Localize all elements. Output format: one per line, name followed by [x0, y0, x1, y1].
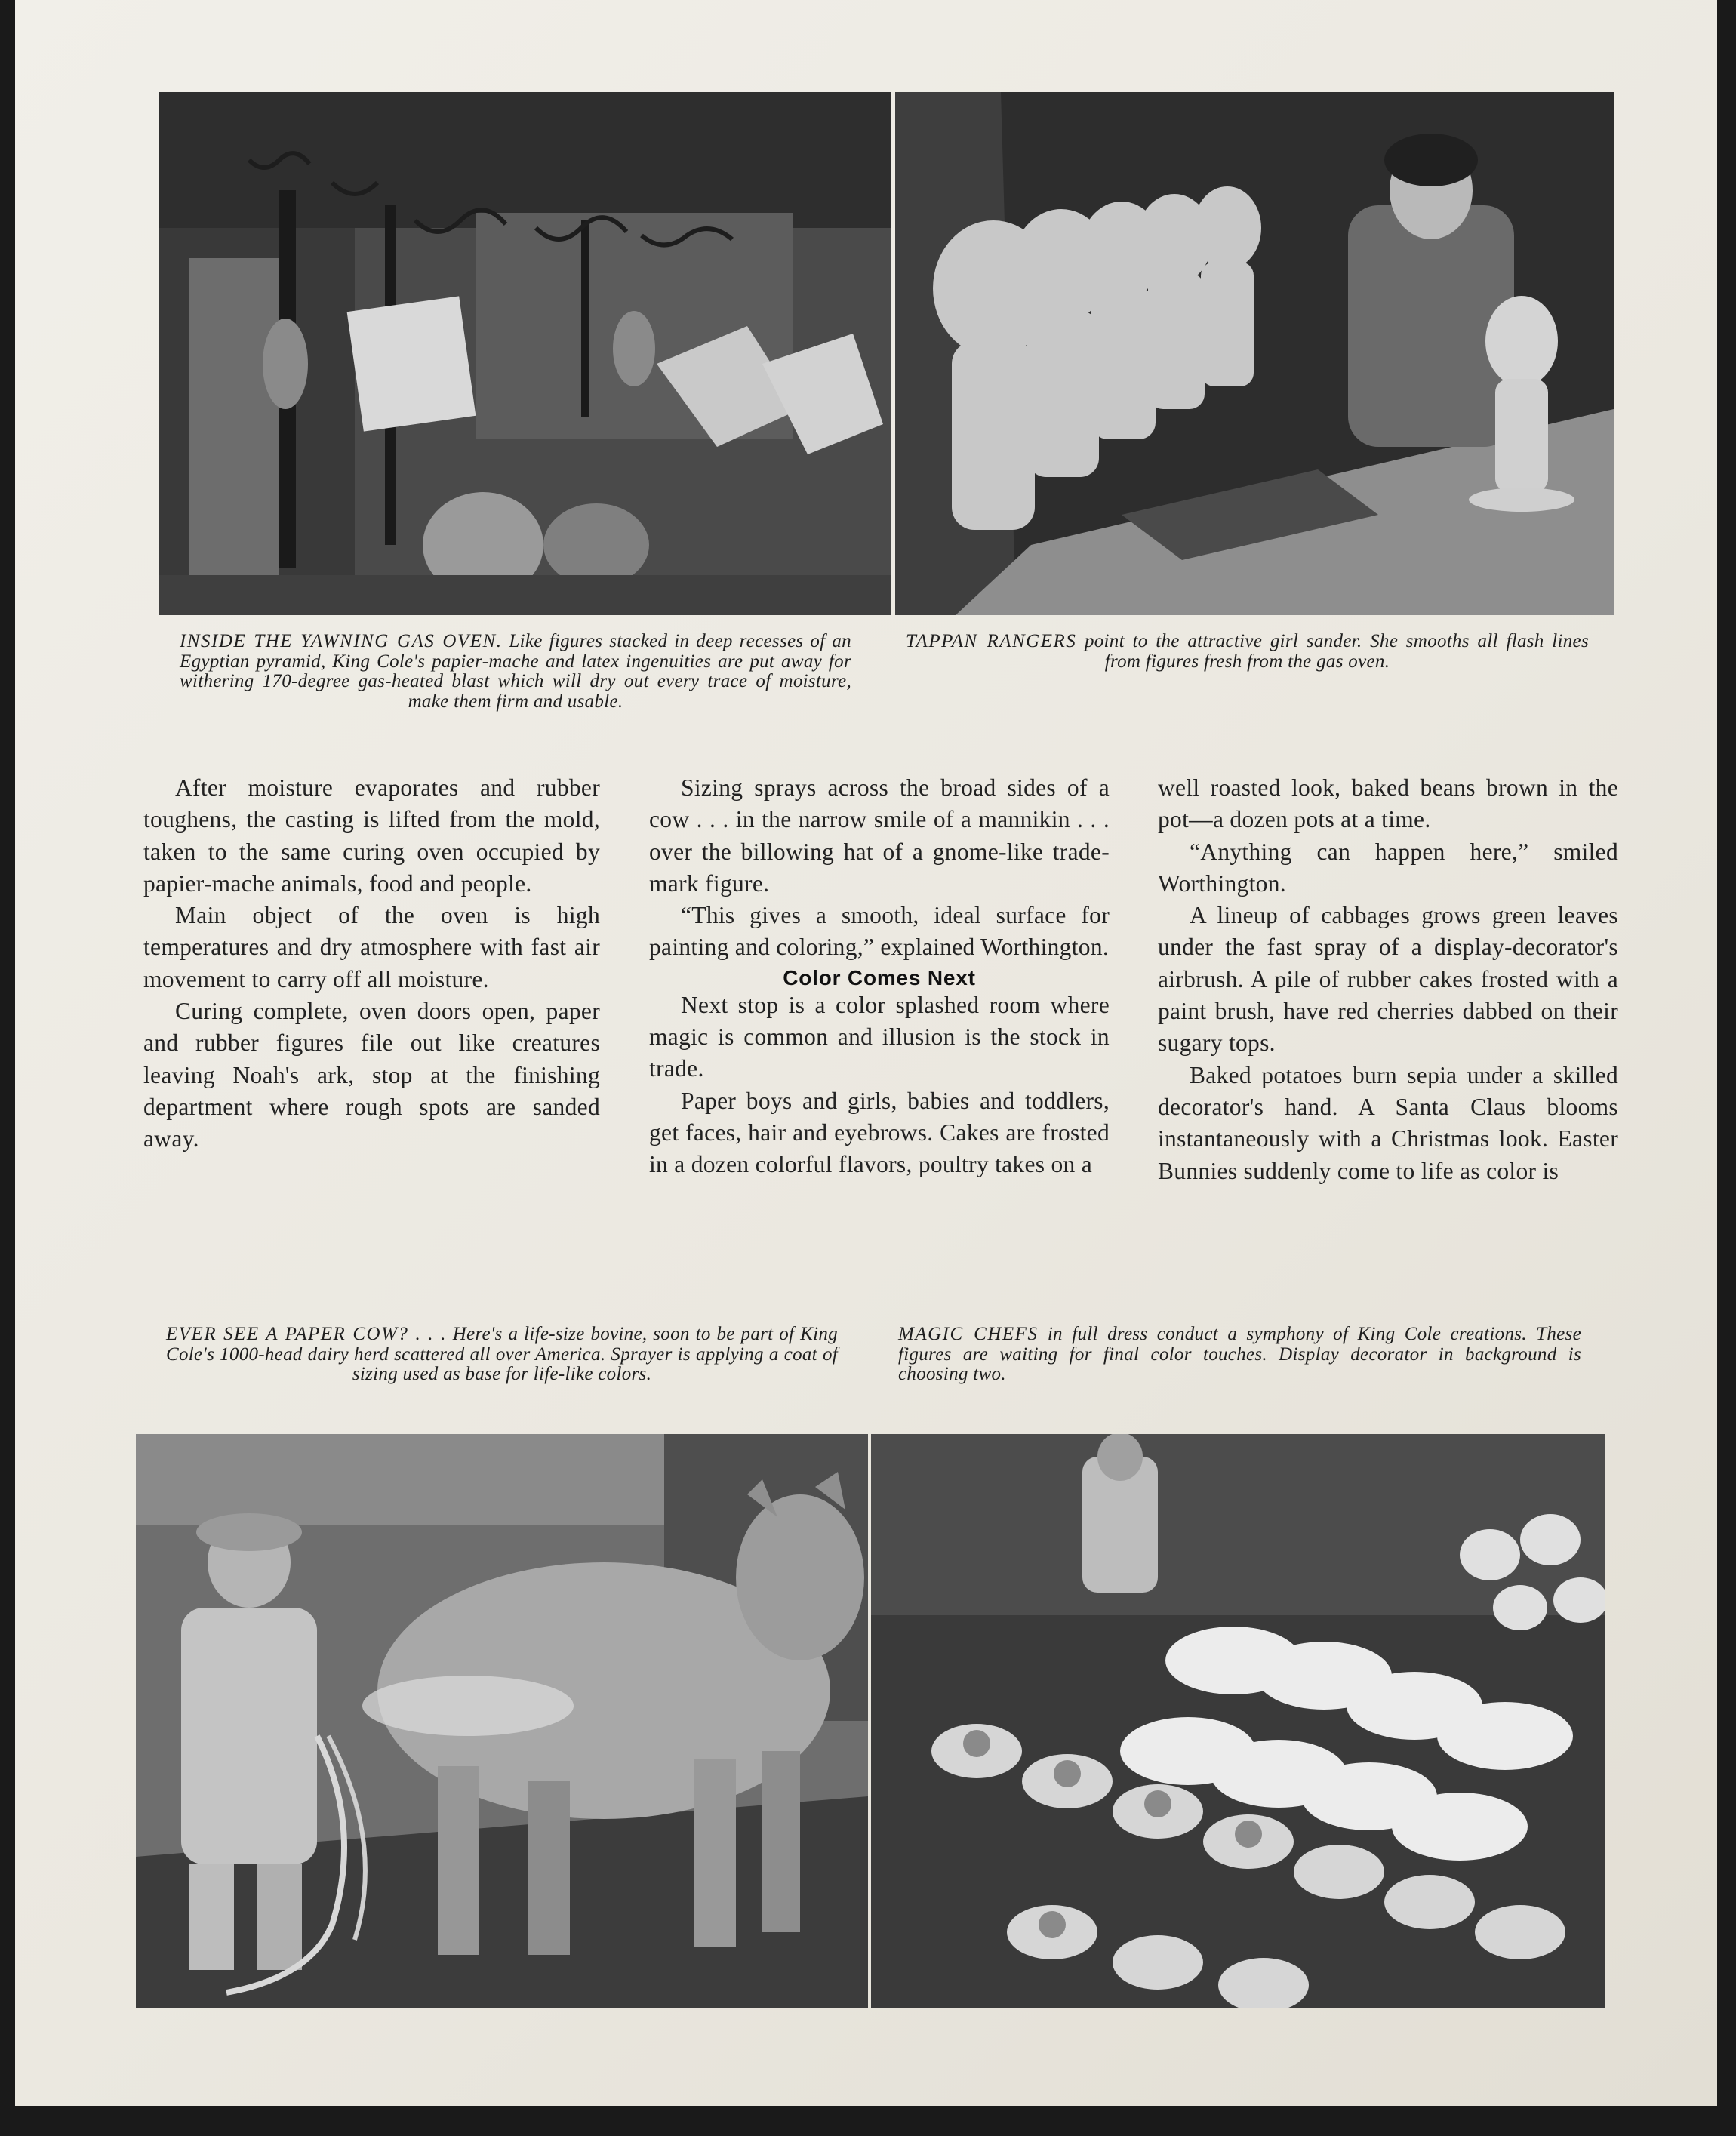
paper-cow-caption [166, 1325, 838, 1385]
paragraph: After moisture evaporates and rubber toughens, the casting is lifted from the mold, taken to the same curing oven occupied by papier-mache animals, food and people. [143, 774, 600, 897]
paragraph: Baked potatoes burn sepia under a skilled decorator's hand. A Santa Claus blooms instantaneously with a Christmas look. Easter Bunnies suddenly come to life as color is [1158, 1061, 1618, 1184]
paragraph: A lineup of cabbages grows green leaves under the fast spray of a display-decorator's airbrush. A pile of rubber cakes frosted with a paint brush, have red cherries dabbed on their sugary tops. [1158, 902, 1618, 1057]
magazine-page [15, 0, 1717, 2106]
tappan-rangers-photo [895, 92, 1614, 615]
magic-chefs-caption [898, 1325, 1581, 1385]
text-column-3 [1158, 772, 1618, 1187]
caption-text: in full dress conduct a symphony of King Cole creations. These figures are waiting for final color touches. Display decorator in background is choosing two. [898, 1324, 1582, 1384]
caption-lead: TAPPAN RANGERS [906, 631, 1077, 651]
tappan-rangers-caption [906, 632, 1589, 672]
caption-lead: MAGIC CHEFS [898, 1324, 1039, 1344]
text-column-1 [143, 772, 600, 1156]
caption-text: point to the attractive girl sander. She smooths all flash lines from figures fresh from the gas oven. [1084, 631, 1589, 672]
paper-cow-photo [136, 1434, 868, 2008]
paragraph: “This gives a smooth, ideal surface for painting and coloring,” explained Worthington. [649, 902, 1110, 961]
paragraph: Main object of the oven is high temperatures and dry atmosphere with fast air movement to carry off all moisture. [143, 902, 600, 993]
caption-text: Here's a life-size bovine, soon to be part of King Cole's 1000-head dairy herd scattered all over America. Sprayer is applying a coat of sizing used as base for life-like colors. [166, 1324, 838, 1384]
paragraph: “Anything can happen here,” smiled Worthington. [1158, 838, 1618, 897]
paragraph: Next stop is a color splashed room where magic is common and illusion is the stock in trade. [649, 991, 1110, 1082]
gas-oven-caption [180, 632, 851, 712]
paragraph: Paper boys and girls, babies and toddlers, get faces, hair and eyebrows. Cakes are frosted in a dozen colorful flavors, poultry takes on a [649, 1087, 1110, 1178]
paragraph: Sizing sprays across the broad sides of a cow . . . in the narrow smile of a mannikin . . . over the billowing hat of a gnome-like trade-mark figure. [649, 774, 1110, 897]
caption-lead: INSIDE THE YAWNING GAS OVEN. [180, 631, 503, 651]
paragraph: well roasted look, baked beans brown in the pot—a dozen pots at a time. [1158, 774, 1618, 833]
section-heading: Color Comes Next [783, 965, 976, 990]
text-column-2 [649, 772, 1110, 1181]
caption-lead: EVER SEE A PAPER COW? . . . [166, 1324, 447, 1344]
caption-text: Like figures stacked in deep recesses of an Egyptian pyramid, King Cole's papier-mache and latex ingenuities are put away for withering 170-degree gas-heated blast which will dry out every trace of moisture, make them firm and usable. [180, 631, 851, 712]
paragraph: Curing complete, oven doors open, paper and rubber figures file out like creatures leaving Noah's ark, stop at the finishing department where rough spots are sanded away. [143, 998, 600, 1153]
gas-oven-photo [159, 92, 891, 615]
magic-chefs-photo [871, 1434, 1605, 2008]
